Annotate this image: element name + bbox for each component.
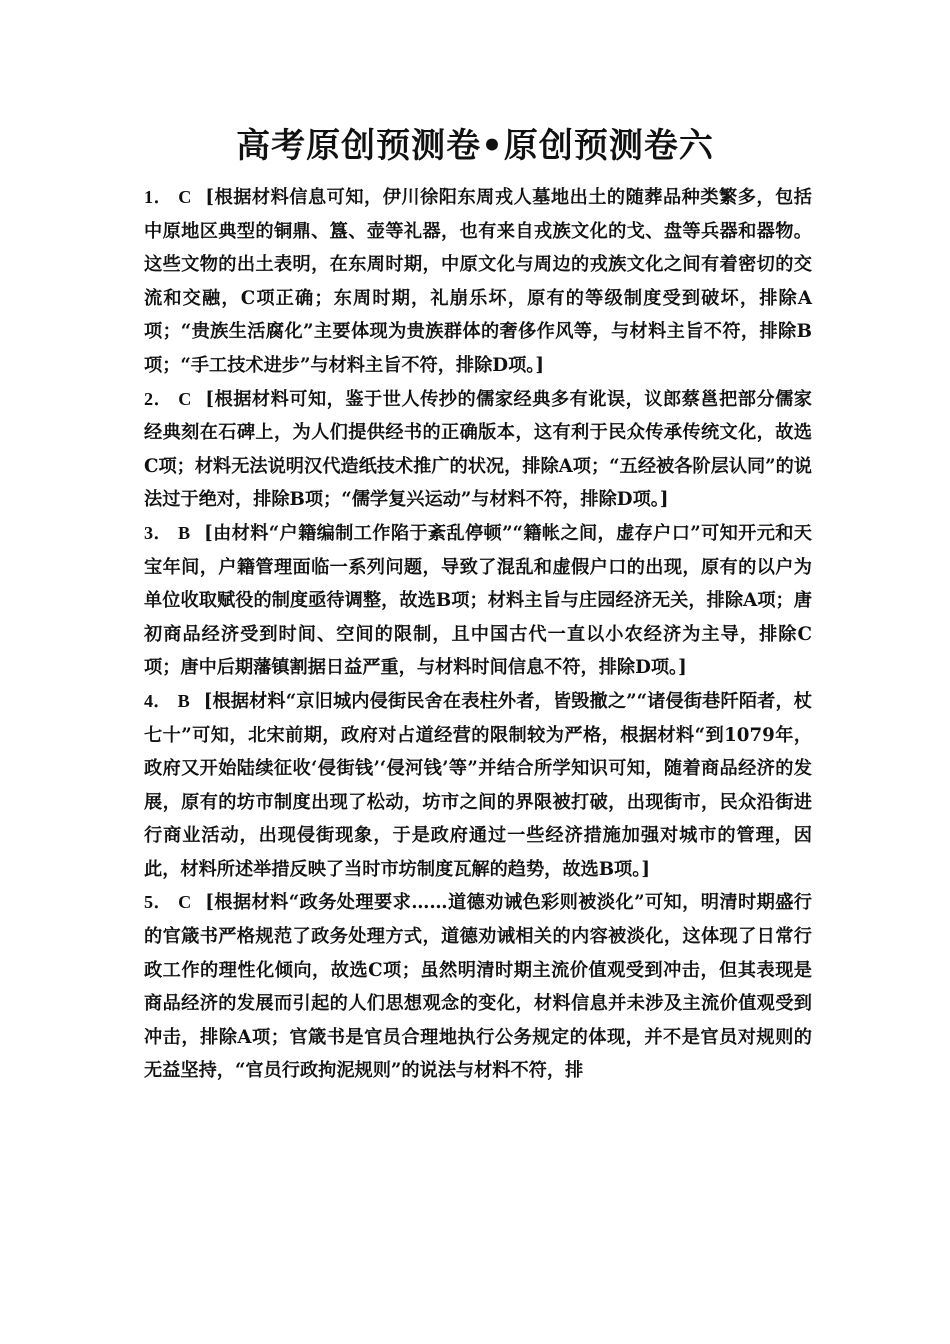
answer-item-3 <box>144 517 812 685</box>
answer-number: 2． <box>144 388 173 409</box>
answer-choice: B <box>178 522 191 543</box>
answer-explanation: [根据材料“京旧城内侵街民舍在表柱外者，皆毁撤之”“诸侵街巷阡陌者，杖七十”可知，北宋前期，政府对占道经营的限制较为严格，根据材料“到1079年，政府又开始陆续征收‘侵街钱’‘侵河钱’等”并结合所学知识可知，随着商品经济的发展，原有的坊市制度出现了松动，坊市之间的界限被打破，出现街市，民众沿街进行商业活动，出现侵街现象，于是政府通过一些经济措施加强对城市的管理，因此，材料所述举措反映了当时市坊制度瓦解的趋势，故选B项。] <box>144 690 812 880</box>
answer-item-4 <box>144 685 812 887</box>
answer-choice: C <box>178 388 192 409</box>
answer-choice: C <box>178 187 192 207</box>
answer-item-2 <box>144 383 812 517</box>
answer-number: 5． <box>144 892 173 913</box>
answer-explanation: [根据材料信息可知，伊川徐阳东周戎人墓地出土的随葬品种类繁多，包括中原地区典型的铜鼎、簋、壶等礼器，也有来自戎族文化的戈、盘等兵器和器物。这些文物的出土表明，在东周时期，中原文化与周边的戎族文化之间有着密切的交流和交融，C项正确；东周时期，礼崩乐坏，原有的等级制度受到破坏，排除A项；“贵族生活腐化”主要体现为贵族群体的奢侈作风等，与材料主旨不符，排除B项；“手工技术进步”与材料主旨不符，排除D项。] <box>144 187 812 376</box>
answer-number: 3． <box>144 522 172 543</box>
answer-number: 4． <box>144 690 172 711</box>
answer-number: 1． <box>144 187 173 207</box>
answer-item-1 <box>144 181 812 383</box>
page-title: 高考原创预测卷•原创预测卷六 <box>236 126 714 166</box>
answer-item-5 <box>144 886 812 1088</box>
answer-list <box>144 181 812 1088</box>
answer-choice: C <box>178 892 192 913</box>
answer-choice: B <box>177 690 190 711</box>
answer-explanation: [根据材料可知，鉴于世人传抄的儒家经典多有讹误，议郎蔡邕把部分儒家经典刻在石碑上，为人们提供经书的正确版本，这有利于民众传承传统文化，故选C项；材料无法说明汉代造纸技术推广的状况，排除A项；“五经被各阶层认同”的说法过于绝对，排除B项；“儒学复兴运动”与材料不符，排除D项。] <box>144 388 812 511</box>
answer-explanation: [根据材料“政务处理要求……道德劝诫色彩则被淡化”可知，明清时期盛行的官箴书严格规范了政务处理方式，道德劝诫相关的内容被淡化，这体现了日常行政工作的理性化倾向，故选C项；虽然明清时期主流价值观受到冲击，但其表现是商品经济的发展而引起的人们思想观念的变化，材料信息并未涉及主流价值观受到冲击，排除A项；官箴书是官员合理地执行公务规定的体现，并不是官员对规则的无益坚持，“官员行政拘泥规则”的说法与材料不符，排 <box>144 892 812 1082</box>
answer-explanation: [由材料“户籍编制工作陷于紊乱停顿”“籍帐之间，虚存户口”可知开元和天宝年间，户籍管理面临一系列问题，导致了混乱和虚假户口的出现，原有的以户为单位收取赋役的制度亟待调整，故选B项；材料主旨与庄园经济无关，排除A项；唐初商品经济受到时间、空间的限制，且中国古代一直以小农经济为主导，排除C项；唐中后期藩镇割据日益严重，与材料时间信息不符，排除D项。] <box>144 522 812 679</box>
